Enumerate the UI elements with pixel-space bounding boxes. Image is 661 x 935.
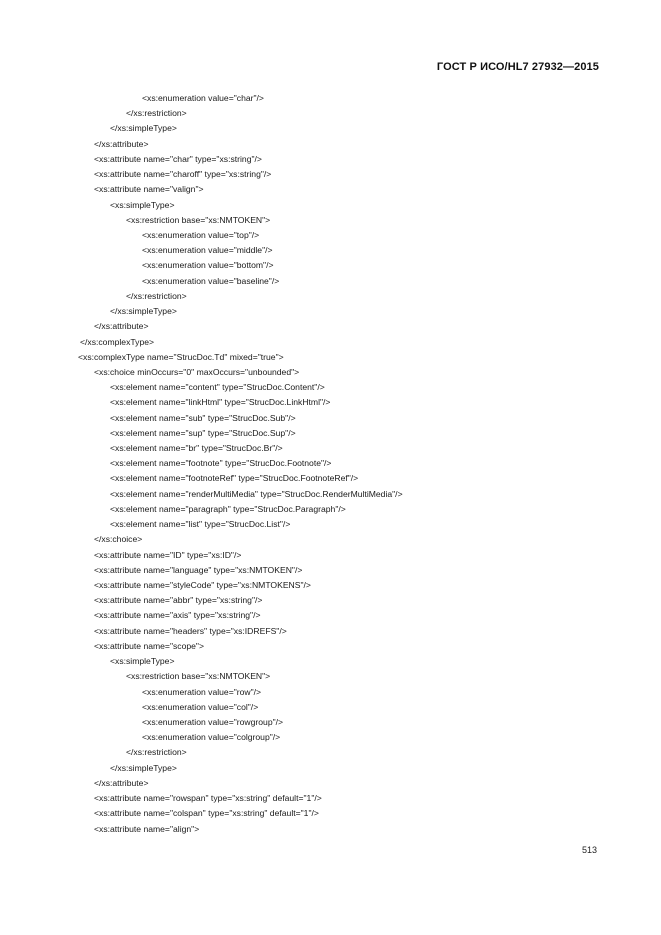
code-line: <xs:attribute name="rowspan" type="xs:string" default="1"/> xyxy=(94,793,322,804)
code-line: </xs:restriction> xyxy=(126,108,187,119)
code-line: <xs:element name="br" type="StrucDoc.Br"/> xyxy=(110,443,283,454)
code-line: <xs:restriction base="xs:NMTOKEN"> xyxy=(126,671,271,682)
code-line: <xs:attribute name="charoff" type="xs:string"/> xyxy=(94,169,272,180)
code-line: <xs:enumeration value="rowgroup"/> xyxy=(142,716,284,727)
code-line: </xs:simpleType> xyxy=(110,123,177,134)
code-line: </xs:attribute> xyxy=(94,777,149,788)
code-line: <xs:element name="content" type="StrucDoc.Content"/> xyxy=(110,382,325,393)
code-line: <xs:enumeration value="char"/> xyxy=(142,93,264,103)
page-number: 513 xyxy=(581,845,597,855)
code-line: </xs:restriction> xyxy=(126,290,187,301)
code-line: <xs:attribute name="colspan" type="xs:string" default="1"/> xyxy=(94,808,319,819)
code-line: <xs:attribute name="axis" type="xs:string"/> xyxy=(94,610,261,621)
code-line: <xs:attribute name="styleCode" type="xs:NMTOKENS"/> xyxy=(94,580,311,590)
code-line: </xs:attribute> xyxy=(94,138,149,149)
code-line: <xs:attribute name="headers" type="xs:IDREFS"/> xyxy=(94,625,287,636)
code-line: <xs:choice minOccurs="0" maxOccurs="unbounded"> xyxy=(94,366,300,377)
code-line: <xs:element name="renderMultiMedia" type="StrucDoc.RenderMultiMedia"/> xyxy=(110,488,403,499)
code-line: <xs:enumeration value="baseline"/> xyxy=(142,275,280,286)
code-line: <xs:enumeration value="middle"/> xyxy=(142,245,273,256)
code-line: <xs:attribute name="char" type="xs:string"/> xyxy=(94,153,262,164)
code-line: <xs:element name="footnote" type="StrucDoc.Footnote"/> xyxy=(110,458,332,469)
code-line: </xs:complexType> xyxy=(80,336,155,347)
code-line: <xs:attribute name="language" type="xs:NMTOKEN"/> xyxy=(94,564,303,575)
code-line: </xs:simpleType> xyxy=(110,306,177,317)
code-line: <xs:element name="footnoteRef" type="StrucDoc.FootnoteRef"/> xyxy=(110,473,359,484)
code-line: <xs:attribute name="abbr" type="xs:string"/> xyxy=(94,595,263,606)
code-line: <xs:attribute name="align"> xyxy=(94,823,200,834)
code-line: <xs:element name="sup" type="StrucDoc.Sup"/> xyxy=(110,427,296,438)
code-line: <xs:enumeration value="bottom"/> xyxy=(142,260,274,271)
code-line: <xs:enumeration value="col"/> xyxy=(142,701,259,712)
code-line: </xs:choice> xyxy=(94,534,143,545)
xml-schema-listing xyxy=(78,91,618,837)
code-line: <xs:attribute name="ID" type="xs:ID"/> xyxy=(94,549,242,560)
code-line: <xs:simpleType> xyxy=(110,656,175,667)
code-line: <xs:attribute name="valign"> xyxy=(94,184,204,195)
code-line: </xs:attribute> xyxy=(94,321,149,332)
code-line: <xs:enumeration value="top"/> xyxy=(142,229,260,240)
code-line: <xs:element name="sub" type="StrucDoc.Sub"/> xyxy=(110,412,296,423)
code-line: <xs:element name="linkHtml" type="StrucDoc.LinkHtml"/> xyxy=(110,397,331,408)
code-line: <xs:enumeration value="colgroup"/> xyxy=(142,732,281,743)
code-line: <xs:complexType name="StrucDoc.Td" mixed="true"> xyxy=(78,351,284,362)
code-line: <xs:restriction base="xs:NMTOKEN"> xyxy=(126,214,271,225)
code-line: </xs:simpleType> xyxy=(110,762,177,773)
code-line: <xs:simpleType> xyxy=(110,199,175,210)
standard-designation: ГОСТ Р ИСО/HL7 27932—2015 xyxy=(436,61,599,73)
code-line: <xs:attribute name="scope"> xyxy=(94,640,205,651)
code-line: <xs:enumeration value="row"/> xyxy=(142,686,262,697)
code-line: <xs:element name="list" type="StrucDoc.List"/> xyxy=(110,519,291,530)
code-line: <xs:element name="paragraph" type="StrucDoc.Paragraph"/> xyxy=(110,503,346,514)
code-line: </xs:restriction> xyxy=(126,747,187,758)
